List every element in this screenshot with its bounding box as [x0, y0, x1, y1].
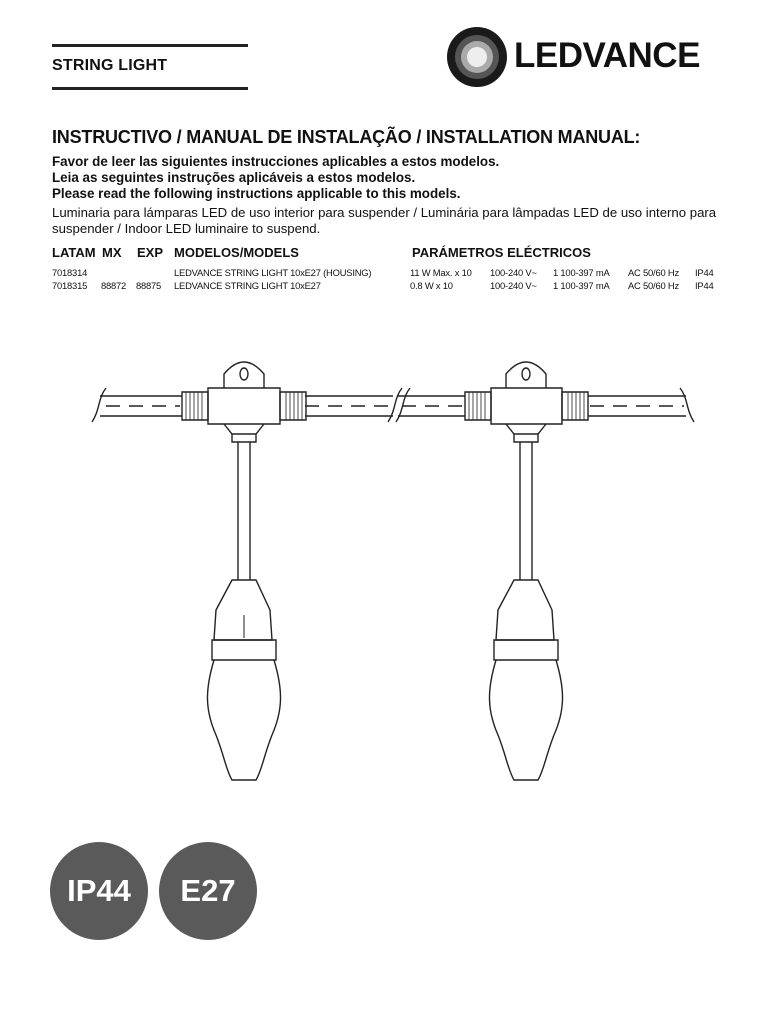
row2-exp: 88875 [136, 280, 162, 291]
row2-model: LEDVANCE STRING LIGHT 10xE27 [174, 280, 321, 291]
row2-current: 1 100-397 mA [553, 280, 610, 291]
manual-title: INSTRUCTIVO / MANUAL DE INSTALAÇÃO / INSTALLATION MANUAL: [52, 127, 641, 147]
instruction-en: Please read the following instructions applicable to this models. [52, 186, 461, 201]
row2-mx: 88872 [101, 280, 127, 291]
col-header-latam: LATAM [52, 245, 96, 260]
row1-ip: IP44 [695, 267, 714, 278]
product-description: Luminaria para lámparas LED de uso interior para suspender / Luminária para lâmpadas LED de uso interno para suspender / Indoor LED luminaire to suspend. [52, 205, 717, 236]
row1-freq: AC 50/60 Hz [628, 267, 679, 278]
row1-model: LEDVANCE STRING LIGHT 10xE27 (HOUSING) [174, 267, 372, 278]
brand-name: LEDVANCE [514, 36, 700, 75]
e27-badge: E27 [159, 842, 257, 940]
ledvance-logo-icon [444, 26, 510, 88]
row2-power: 0.8 W x 10 [410, 280, 453, 291]
instruction-es: Favor de leer las siguientes instrucciones aplicables a estos modelos. [52, 154, 500, 169]
instruction-pt: Leia as seguintes instruções aplicáveis a estos modelos. [52, 170, 416, 185]
brand-logo [444, 26, 734, 88]
socket-1 [182, 362, 306, 780]
bottom-rule [52, 87, 248, 90]
top-rule [52, 44, 248, 47]
col-header-exp: EXP [137, 245, 164, 260]
row2-ip: IP44 [695, 280, 714, 291]
col-header-mx: MX [102, 245, 122, 260]
row2-voltage: 100-240 V~ [490, 280, 537, 291]
row1-current: 1 100-397 mA [553, 267, 610, 278]
string-light-diagram [0, 340, 770, 820]
col-header-models: MODELOS/MODELS [174, 245, 299, 260]
col-header-params: PARÁMETROS ELÉCTRICOS [412, 245, 591, 260]
row1-voltage: 100-240 V~ [490, 267, 537, 278]
row1-power: 11 W Max. x 10 [410, 267, 472, 278]
product-label: STRING LIGHT [52, 57, 168, 74]
ip44-badge: IP44 [50, 842, 148, 940]
socket-2 [465, 362, 588, 780]
row2-latam: 7018315 [52, 280, 88, 291]
row1-latam: 7018314 [52, 267, 88, 278]
row2-freq: AC 50/60 Hz [628, 280, 679, 291]
